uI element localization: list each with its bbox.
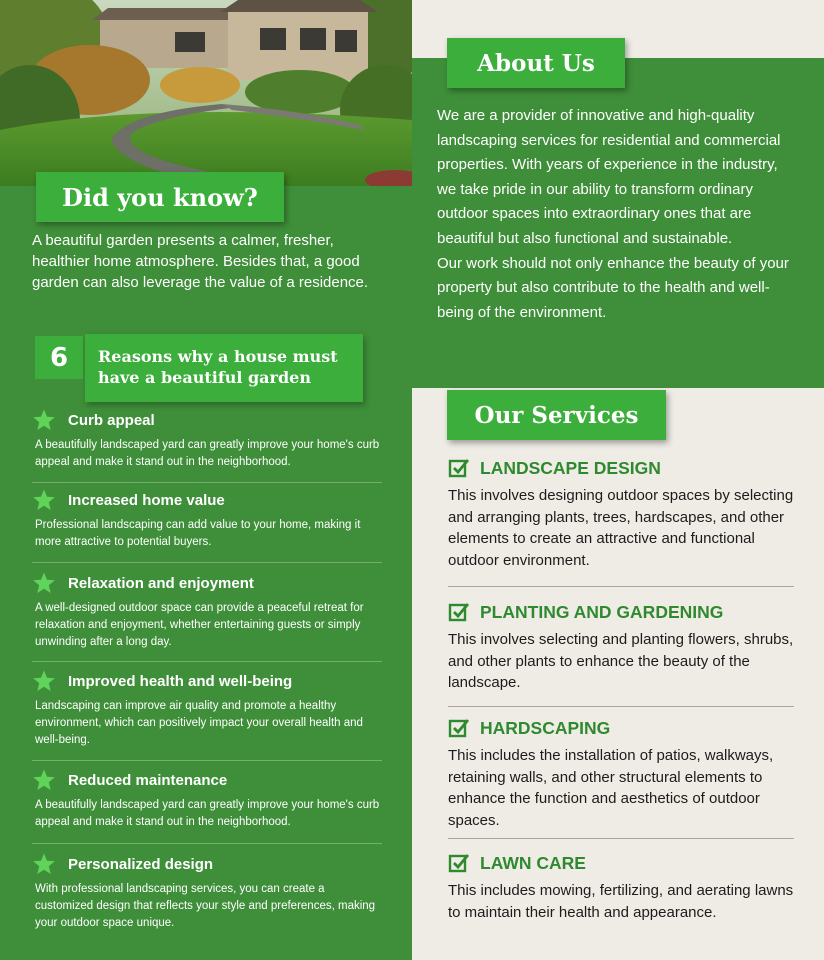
divider <box>32 661 382 662</box>
reason-desc: A well-designed outdoor space can provide a peaceful retreat for relaxation and enjoyment, whether entertaining guests or simply unwinding after a long day. <box>35 602 364 648</box>
service-desc: This involves selecting and planting flowers, shrubs, and other plants to enhance the beauty of the landscape. <box>448 631 794 691</box>
star-icon <box>32 768 56 792</box>
divider <box>448 706 794 707</box>
service-title: HARDSCAPING <box>480 717 611 738</box>
did-you-know-text: A beautiful garden presents a calmer, fresher, healthier home atmosphere. Besides that, a good garden can also leverage the value of a residence. <box>32 232 369 291</box>
service-item <box>448 716 798 831</box>
reason-title: Curb appeal <box>68 411 155 429</box>
service-title: PLANTING AND GARDENING <box>480 601 724 622</box>
reason-desc: A beautifully landscaped yard can greatly improve your home's curb appeal and make it stand out in the neighborhood. <box>35 799 380 828</box>
reason-item <box>32 768 382 831</box>
reasons-title-line1: Reasons why a house must <box>98 347 338 366</box>
about-us-paragraph-2: Our work should not only enhance the beauty of your property but also contribute to the health and well-being of the environment. <box>437 254 789 321</box>
divider <box>32 843 382 844</box>
divider <box>32 482 382 483</box>
about-us-paragraph-1: We are a provider of innovative and high-quality landscaping services for residential and commercial properties. With years of experience in the industry, we take pride in our ability to transform ordinary outdoor spaces into extraordinary ones that are beautiful but also functional and sustainable. <box>437 107 781 247</box>
reason-item <box>32 408 382 471</box>
reason-item <box>32 488 382 551</box>
reason-item <box>32 571 382 651</box>
divider <box>448 586 794 587</box>
star-icon <box>32 571 56 595</box>
checkbox-icon <box>448 852 470 874</box>
reason-title: Increased home value <box>68 491 225 509</box>
divider <box>448 838 794 839</box>
reason-desc: A beautifully landscaped yard can greatly improve your home's curb appeal and make it stand out in the neighborhood. <box>35 439 380 468</box>
checkbox-icon <box>448 457 470 479</box>
star-icon <box>32 669 56 693</box>
reason-desc: With professional landscaping services, you can create a customized design that reflects your style and preferences, making your outdoor space unique. <box>35 883 376 929</box>
about-us-title: About Us <box>447 38 625 88</box>
service-desc: This includes mowing, fertilizing, and aerating lawns to maintain their health and appearance. <box>448 882 794 921</box>
reason-desc: Landscaping can improve air quality and promote a healthy environment, which can positively impact your overall health and well-being. <box>35 700 363 746</box>
divider <box>32 760 382 761</box>
reason-title: Relaxation and enjoyment <box>68 574 254 592</box>
reason-item <box>32 852 382 932</box>
checkbox-icon <box>448 601 470 623</box>
reason-desc: Professional landscaping can add value to your home, making it more attractive to potential buyers. <box>35 519 361 548</box>
about-us-text <box>437 104 797 325</box>
service-desc: This involves designing outdoor spaces by selecting and arranging plants, trees, hardscapes, and other elements to create an attractive and functional outdoor environment. <box>448 487 794 569</box>
service-item <box>448 600 798 694</box>
divider <box>32 562 382 563</box>
checkbox-icon <box>448 717 470 739</box>
reason-title: Improved health and well-being <box>68 672 293 690</box>
did-you-know-title: Did you know? <box>36 172 284 222</box>
reason-title: Personalized design <box>68 855 214 873</box>
service-title: LANDSCAPE DESIGN <box>480 457 661 478</box>
star-icon <box>32 488 56 512</box>
star-icon <box>32 852 56 876</box>
service-item <box>448 456 798 571</box>
our-services-title: Our Services <box>447 390 666 440</box>
service-title: LAWN CARE <box>480 852 586 873</box>
service-desc: This includes the installation of patios, walkways, retaining walls, and other structural elements to enhance the function and aesthetics of outdoor spaces. <box>448 747 774 829</box>
reason-item <box>32 669 382 749</box>
reason-title: Reduced maintenance <box>68 771 228 789</box>
reasons-number-badge: 6 <box>35 336 83 379</box>
star-icon <box>32 408 56 432</box>
garden-photo <box>0 0 412 186</box>
service-item <box>448 851 798 923</box>
reasons-title-line2: have a beautiful garden <box>98 368 311 387</box>
reasons-title <box>85 334 363 402</box>
